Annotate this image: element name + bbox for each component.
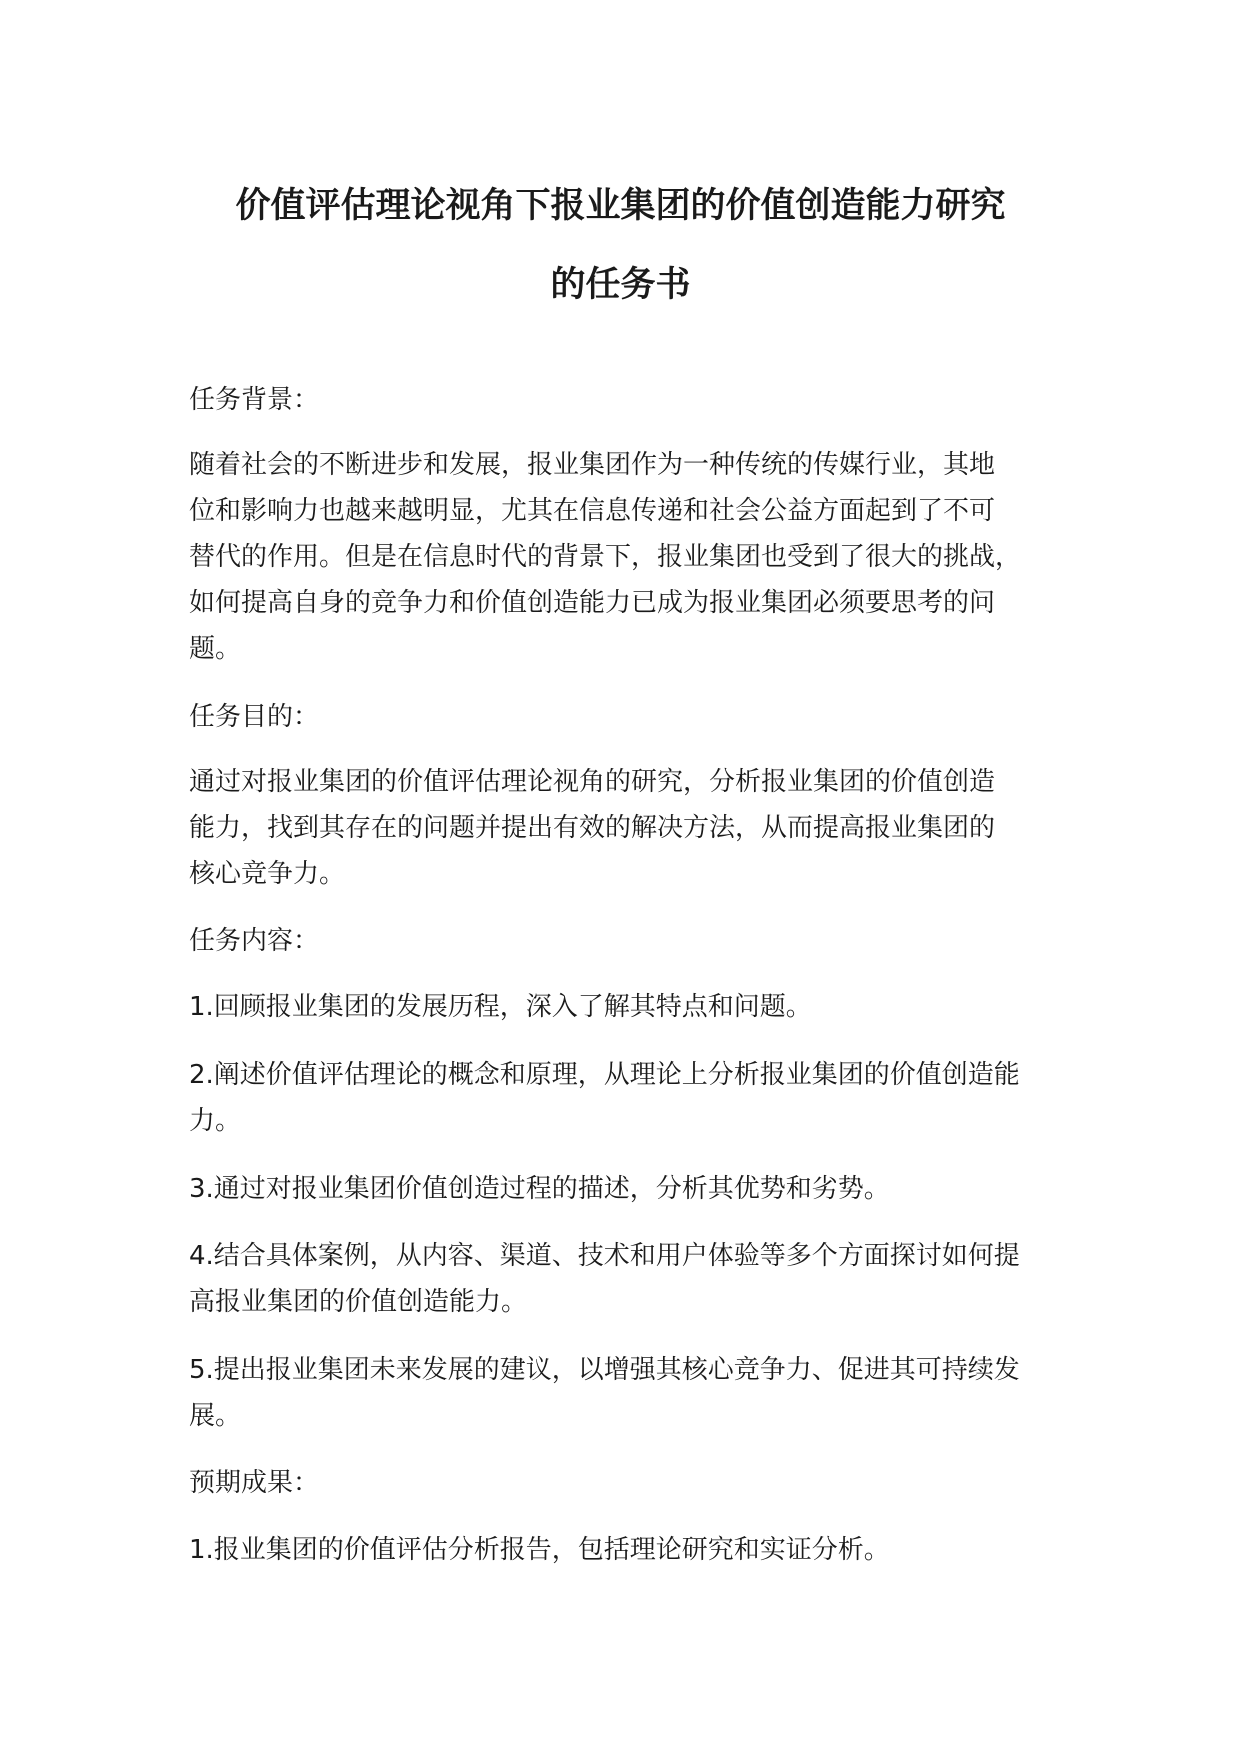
content-item: 3.通过对报业集团价值创造过程的描述，分析其优势和劣势。: [189, 1174, 890, 1204]
results-item: 1.报业集团的价值评估分析报告，包括理论研究和实证分析。: [189, 1535, 890, 1565]
content-item: 1.回顾报业集团的发展历程，深入了解其特点和问题。: [189, 992, 812, 1022]
content-item-continuation: 力。: [189, 1106, 242, 1136]
content-item: 5.提出报业集团未来发展的建议，以增强其核心竞争力、促进其可持续发: [189, 1355, 1020, 1385]
document-title-line2: 的任务书: [550, 265, 691, 305]
content-item-continuation: 展。: [189, 1401, 242, 1431]
section-heading-purpose: 任务目的：: [189, 702, 320, 732]
content-item: 4.结合具体案例，从内容、渠道、技术和用户体验等多个方面探讨如何提: [189, 1241, 1020, 1271]
background-line: 替代的作用。但是在信息时代的背景下，报业集团也受到了很大的挑战，: [189, 542, 1022, 572]
section-heading-content: 任务内容：: [189, 926, 320, 956]
background-line: 随着社会的不断进步和发展，报业集团作为一种传统的传媒行业，其地: [189, 450, 996, 480]
background-line: 位和影响力也越来越明显，尤其在信息传递和社会公益方面起到了不可: [189, 496, 996, 526]
section-heading-results: 预期成果：: [189, 1468, 320, 1498]
purpose-line: 通过对报业集团的价值评估理论视角的研究，分析报业集团的价值创造: [189, 767, 996, 797]
content-item-continuation: 高报业集团的价值创造能力。: [189, 1287, 528, 1317]
background-line: 题。: [189, 634, 242, 664]
purpose-line: 核心竞争力。: [189, 859, 346, 889]
background-line: 如何提高自身的竞争力和价值创造能力已成为报业集团必须要思考的问: [189, 588, 996, 618]
content-item: 2.阐述价值评估理论的概念和原理，从理论上分析报业集团的价值创造能: [189, 1060, 1020, 1090]
document-title-line1: 价值评估理论视角下报业集团的价值创造能力研究: [235, 186, 1006, 226]
section-heading-background: 任务背景：: [189, 385, 320, 415]
purpose-line: 能力，找到其存在的问题并提出有效的解决方法，从而提高报业集团的: [189, 813, 996, 843]
